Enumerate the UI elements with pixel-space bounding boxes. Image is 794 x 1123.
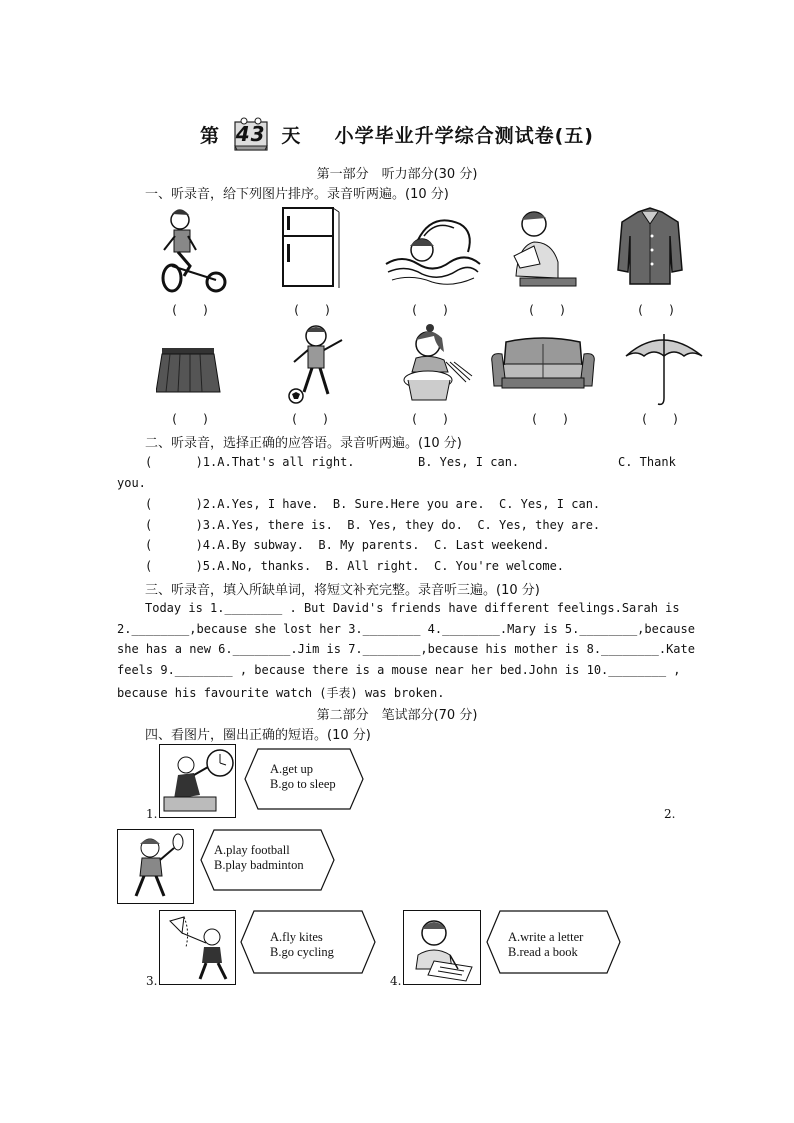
- calendar-icon: [232, 116, 270, 152]
- option-b[interactable]: B.read a book: [508, 945, 578, 959]
- passage-line-3: she has a new 6.________.Jim is 7.________,because his mother is 8.________.Kate: [117, 642, 695, 656]
- item-number: 4.: [390, 974, 402, 988]
- refrigerator-icon: [275, 206, 359, 290]
- answer-blank[interactable]: ( ): [636, 303, 676, 317]
- swimming-child-icon: [382, 206, 482, 290]
- question-2: ( )2.A.Yes, I have. B. Sure.Here you are. C. Yes, I can.: [145, 497, 601, 511]
- umbrella-icon: [622, 328, 706, 412]
- man-reading-icon: [500, 206, 584, 290]
- passage-line-1: Today is 1.________ . But David's friends have different feelings.Sarah is: [145, 601, 680, 615]
- title-main: 小学毕业升学综合测试卷(五): [334, 125, 594, 147]
- page-title: [0, 116, 794, 152]
- section2-heading: 二、听录音，选择正确的应答语。录音听两遍。(10 分): [145, 436, 462, 451]
- option-a[interactable]: A.get up: [270, 762, 314, 776]
- option-box-1[interactable]: [244, 748, 364, 810]
- answer-blank[interactable]: ( ): [290, 412, 330, 426]
- answer-blank[interactable]: ( ): [640, 412, 680, 426]
- picture-get-up: [159, 744, 236, 818]
- question-5: ( )5.A.No, thanks. B. All right. C. You're welcome.: [145, 559, 565, 573]
- question-3: ( )3.A.Yes, there is. B. Yes, they do. C. Yes, they are.: [145, 518, 601, 532]
- answer-blank[interactable]: ( ): [410, 303, 450, 317]
- picture-writing: [403, 910, 481, 985]
- passage-line-5: because his favourite watch (手表) was broken.: [117, 686, 445, 700]
- picture-fly-kites: [159, 910, 236, 985]
- item-number: 2.: [664, 807, 676, 821]
- answer-blank[interactable]: ( ): [292, 303, 332, 317]
- sofa-icon: [488, 334, 598, 418]
- answer-blank[interactable]: ( ): [530, 412, 570, 426]
- option-a[interactable]: A.write a letter: [508, 930, 584, 944]
- answer-blank[interactable]: ( ): [410, 412, 450, 426]
- option-a[interactable]: A.fly kites: [270, 930, 323, 944]
- part2-heading: 第二部分 笔试部分(70 分): [316, 708, 478, 723]
- passage-line-2: 2.________,because she lost her 3.________ 4.________.Mary is 5.________,because: [117, 622, 695, 636]
- question-4: ( )4.A.By subway. B. My parents. C. Last weekend.: [145, 538, 550, 552]
- option-box-4[interactable]: [486, 910, 621, 974]
- title-suffix: 天: [281, 125, 302, 147]
- question-1-c: C. Thank: [618, 455, 676, 469]
- section4-heading: 四、看图片，圈出正确的短语。(10 分): [145, 728, 371, 743]
- answer-blank[interactable]: ( ): [170, 412, 210, 426]
- section3-heading: 三、听录音，填入所缺单词，将短文补充完整。录音听三遍。(10 分): [145, 583, 540, 598]
- option-b[interactable]: B.play badminton: [214, 858, 304, 872]
- answer-blank[interactable]: ( ): [527, 303, 567, 317]
- option-a[interactable]: A.play football: [214, 843, 290, 857]
- passage-line-4: feels 9.________ , because there is a mouse near her bed.John is 10.________ ,: [117, 663, 681, 677]
- option-box-2[interactable]: [200, 829, 335, 891]
- title-prefix: 第: [200, 125, 221, 147]
- girl-washing-clothes-icon: [400, 322, 484, 406]
- option-b[interactable]: B.go to sleep: [270, 777, 336, 791]
- option-box-3[interactable]: [240, 910, 376, 974]
- question-1-a: ( )1.A.That's all right.: [145, 455, 355, 469]
- shirt-icon: [616, 206, 700, 290]
- option-b[interactable]: B.go cycling: [270, 945, 334, 959]
- part1-heading: 第一部分 听力部分(30 分): [316, 167, 478, 182]
- item-number: 3.: [146, 974, 158, 988]
- item-number: 1.: [146, 807, 158, 821]
- answer-blank[interactable]: ( ): [170, 303, 210, 317]
- question-1-cont: you.: [117, 476, 146, 490]
- boy-riding-bike-icon: [150, 206, 234, 290]
- question-1-b: B. Yes, I can.: [418, 455, 520, 469]
- boy-playing-football-icon: [282, 322, 366, 406]
- day-number: 43: [235, 122, 266, 146]
- section1-heading: 一、听录音，给下列图片排序。录音听两遍。(10 分): [145, 187, 449, 202]
- picture-playing-sport: [117, 829, 194, 904]
